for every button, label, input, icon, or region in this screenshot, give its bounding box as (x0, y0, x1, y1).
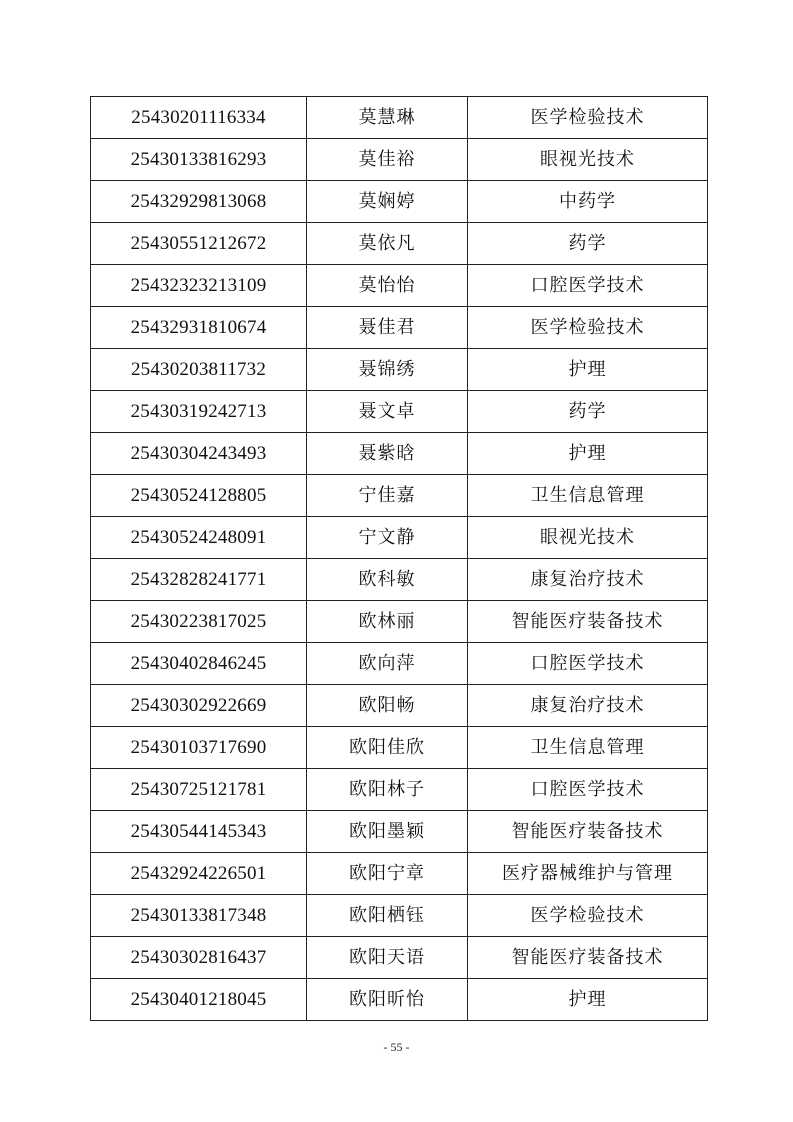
table-row (91, 517, 708, 559)
table-row (91, 223, 708, 265)
major-cell: 药学 (468, 223, 708, 265)
major-cell: 医学检验技术 (468, 97, 708, 139)
table-row (91, 97, 708, 139)
student-name-cell: 莫慧琳 (307, 97, 468, 139)
student-name-cell: 欧阳畅 (307, 685, 468, 727)
major-cell: 康复治疗技术 (468, 685, 708, 727)
major-cell: 卫生信息管理 (468, 475, 708, 517)
major-cell: 口腔医学技术 (468, 643, 708, 685)
table-row (91, 937, 708, 979)
table-row (91, 601, 708, 643)
table-row (91, 811, 708, 853)
student-name-cell: 聂文卓 (307, 391, 468, 433)
student-name-cell: 欧林丽 (307, 601, 468, 643)
student-name-cell: 莫佳裕 (307, 139, 468, 181)
major-cell: 口腔医学技术 (468, 265, 708, 307)
table-row (91, 895, 708, 937)
student-name-cell: 聂紫晗 (307, 433, 468, 475)
exam-number-cell: 25430551212672 (91, 223, 307, 265)
table-row (91, 685, 708, 727)
exam-number-cell: 25430725121781 (91, 769, 307, 811)
student-name-cell: 莫娴婷 (307, 181, 468, 223)
major-cell: 中药学 (468, 181, 708, 223)
exam-number-cell: 25432924226501 (91, 853, 307, 895)
student-name-cell: 欧科敏 (307, 559, 468, 601)
exam-number-cell: 25430319242713 (91, 391, 307, 433)
major-cell: 护理 (468, 979, 708, 1021)
major-cell: 卫生信息管理 (468, 727, 708, 769)
table-row (91, 643, 708, 685)
exam-number-cell: 25430524248091 (91, 517, 307, 559)
table-row (91, 307, 708, 349)
major-cell: 智能医疗装备技术 (468, 811, 708, 853)
major-cell: 智能医疗装备技术 (468, 937, 708, 979)
table-row (91, 853, 708, 895)
exam-number-cell: 25430302816437 (91, 937, 307, 979)
exam-number-cell: 25430133817348 (91, 895, 307, 937)
exam-number-cell: 25430401218045 (91, 979, 307, 1021)
major-cell: 护理 (468, 433, 708, 475)
major-cell: 护理 (468, 349, 708, 391)
major-cell: 药学 (468, 391, 708, 433)
student-name-cell: 欧阳林子 (307, 769, 468, 811)
exam-number-cell: 25432828241771 (91, 559, 307, 601)
major-cell: 医学检验技术 (468, 895, 708, 937)
student-name-cell: 宁文静 (307, 517, 468, 559)
table-row (91, 559, 708, 601)
page-number: - 55 - (383, 1040, 410, 1054)
exam-number-cell: 25430203811732 (91, 349, 307, 391)
student-name-cell: 聂锦绣 (307, 349, 468, 391)
table-row (91, 349, 708, 391)
student-name-cell: 欧阳天语 (307, 937, 468, 979)
major-cell: 眼视光技术 (468, 139, 708, 181)
exam-number-cell: 25430402846245 (91, 643, 307, 685)
major-cell: 口腔医学技术 (468, 769, 708, 811)
major-cell: 眼视光技术 (468, 517, 708, 559)
exam-number-cell: 25430201116334 (91, 97, 307, 139)
major-cell: 康复治疗技术 (468, 559, 708, 601)
exam-number-cell: 25430133816293 (91, 139, 307, 181)
table-row (91, 979, 708, 1021)
exam-number-cell: 25432931810674 (91, 307, 307, 349)
student-roster-table (90, 96, 708, 1021)
exam-number-cell: 25430302922669 (91, 685, 307, 727)
table-row (91, 727, 708, 769)
exam-number-cell: 25430544145343 (91, 811, 307, 853)
exam-number-cell: 25430103717690 (91, 727, 307, 769)
student-name-cell: 聂佳君 (307, 307, 468, 349)
exam-number-cell: 25432323213109 (91, 265, 307, 307)
major-cell: 智能医疗装备技术 (468, 601, 708, 643)
exam-number-cell: 25430223817025 (91, 601, 307, 643)
exam-number-cell: 25430524128805 (91, 475, 307, 517)
table-row (91, 265, 708, 307)
exam-number-cell: 25432929813068 (91, 181, 307, 223)
student-name-cell: 欧阳栖钰 (307, 895, 468, 937)
student-name-cell: 欧阳墨颖 (307, 811, 468, 853)
student-name-cell: 欧向萍 (307, 643, 468, 685)
student-name-cell: 宁佳嘉 (307, 475, 468, 517)
major-cell: 医疗器械维护与管理 (468, 853, 708, 895)
table-row (91, 769, 708, 811)
table-row (91, 475, 708, 517)
table-row (91, 139, 708, 181)
table-row (91, 433, 708, 475)
table-row (91, 391, 708, 433)
student-name-cell: 莫怡怡 (307, 265, 468, 307)
roster-body (91, 97, 708, 1021)
student-name-cell: 欧阳宁章 (307, 853, 468, 895)
student-name-cell: 欧阳昕怡 (307, 979, 468, 1021)
student-name-cell: 欧阳佳欣 (307, 727, 468, 769)
exam-number-cell: 25430304243493 (91, 433, 307, 475)
major-cell: 医学检验技术 (468, 307, 708, 349)
table-row (91, 181, 708, 223)
student-name-cell: 莫依凡 (307, 223, 468, 265)
